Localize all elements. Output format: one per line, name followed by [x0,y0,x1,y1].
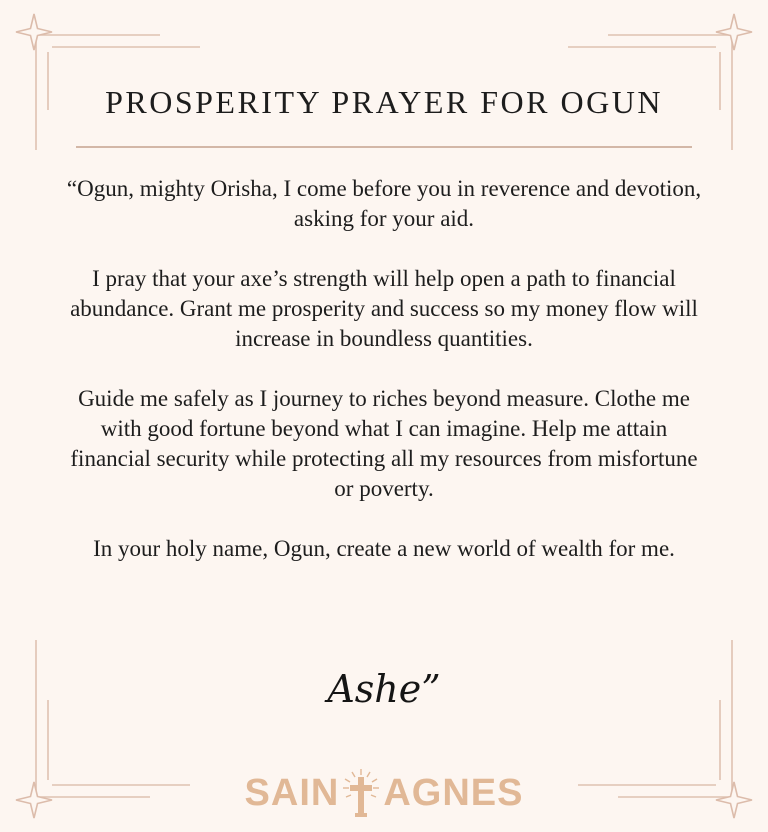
corner-star-top-right-icon [716,14,752,50]
cross-sunburst-icon [341,767,381,819]
prayer-paragraph-2: I pray that your axe’s strength will help open a path to financial abundance. Grant me prosperity and success so my money flow will increase in boundless quantities. [70,266,698,351]
prayer-paragraph-1: “Ogun, mighty Orisha, I come before you in reverence and devotion, asking for your aid. [66,176,702,231]
prayer-closing: Ashe” [327,667,441,711]
prayer-paragraph-4: In your holy name, Ogun, create a new world of wealth for me. [93,536,675,561]
brand-logo [0,767,768,819]
prayer-paragraph-3: Guide me safely as I journey to riches beyond measure. Clothe me with good fortune beyond what I can imagine. Help me attain financial security while protecting all my resources from misfortune or poverty. [70,386,698,501]
brand-text-right: AGNES [383,771,524,814]
brand-text-left: SAIN [244,771,340,814]
corner-star-top-left-icon [16,14,52,50]
page-title: PROSPERITY PRAYER FOR OGUN [105,84,663,120]
prayer-text [60,174,708,564]
title-divider [76,146,692,148]
